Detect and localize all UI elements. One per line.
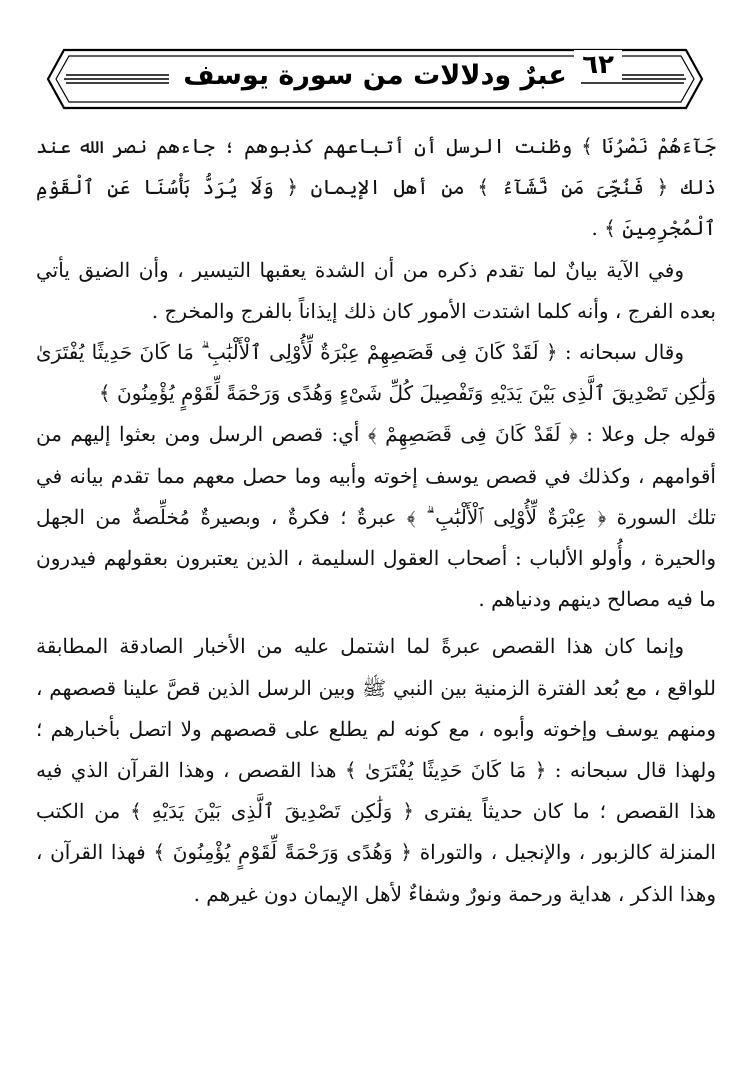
chapter-title: عبرٌ ودلالات من سورة يوسف [30,56,720,96]
paragraph: قوله جل وعلا : ﴿ لَقَدْ كَانَ فِى قَصَصِهِمْ ﴾ أي: قصص الرسل ومن بعثوا إليهم من أقوامهم ، وكذلك في قصص يوسف إخوته وأبيه وما حصل معهم مما تقدم بيانه في تلك السورة ﴿ عِبْرَةٌ لِّأُوْلِى ٱلْأَلْبَٰبِ ۗ ﴾ عبرةٌ ؛ فكرةٌ ، وبصيرةٌ مُخلِّصةٌ من الجهل والحيرة ، وأُولو الألباب : أصحاب العقول السليمة ، الذين يعتبرون بعقولهم فيدرون ما فيه مصالح دينهم ودنياهم . [36,422,716,612]
body-text [36,126,716,915]
paragraph: وقال سبحانه : ﴿ لَقَدْ كَانَ فِى قَصَصِهِمْ عِبْرَةٌ لِّأُوْلِى ٱلْأَلْبَٰبِ ۗ مَا كَانَ حَدِيثًا يُفْتَرَىٰ وَلَٰكِن تَصْدِيقَ ٱلَّذِى بَيْنَ يَدَيْهِ وَتَفْصِيلَ كُلِّ شَىْءٍ وَهُدًى وَرَحْمَةً لِّقَوْمٍ يُؤْمِنُونَ ﴾ [36,340,716,406]
paragraph: جَآءَهُمْ نَصْرُنَا ﴾ وظنت الرسل أن أتباعهم كذبوهم ؛ جاءهم نصر الله عند ذلك ﴿ فَنُجِّىَ مَن نَّشَآءُ ﴾ من أهل الإيمان ﴿ وَلَا يُرَدُّ بَأْسُنَا عَنِ ٱلْقَوْمِ ٱلْمُجْرِمِينَ ﴾ . [36,134,716,241]
paragraph: وإنما كان هذا القصص عبرةً لما اشتمل عليه من الأخبار الصادقة المطابقة للواقع ، مع بُعد الفترة الزمنية بين النبي ﷺ وبين الرسل الذين قصَّ علينا قصصهم ، ومنهم يوسف وإخوته وأبوه ، مع كونه لم يطلع على قصصهم ولا اتصل بأخبارهم ؛ ولهذا قال سبحانه : ﴿ مَا كَانَ حَدِيثًا يُفْتَرَىٰ ﴾ هذا القصص ، وهذا القرآن الذي فيه هذا القصص ؛ ما كان حديثاً يفترى ﴿ وَلَٰكِن تَصْدِيقَ ٱلَّذِى بَيْنَ يَدَيْهِ ﴾ من الكتب المنزلة كالزبور ، والإنجيل ، والتوراة ﴿ وَهُدًى وَرَحْمَةً لِّقَوْمٍ يُؤْمِنُونَ ﴾ فهذا القرآن ، وهذا الذكر ، هداية ورحمة ونورٌ وشفاءٌ لأهل الإيمان دون غيرهم . [36,634,716,906]
paragraph: وفي الآية بيانٌ لما تقدم ذكره من أن الشدة يعقبها التيسير ، وأن الضيق يأتي بعده الفرج ، وأنه كلما اشتدت الأمور كان ذلك إيذاناً بالفرج والمخرج . [36,257,716,323]
page-header [30,46,720,112]
page-number: ٦٢ [574,50,622,80]
